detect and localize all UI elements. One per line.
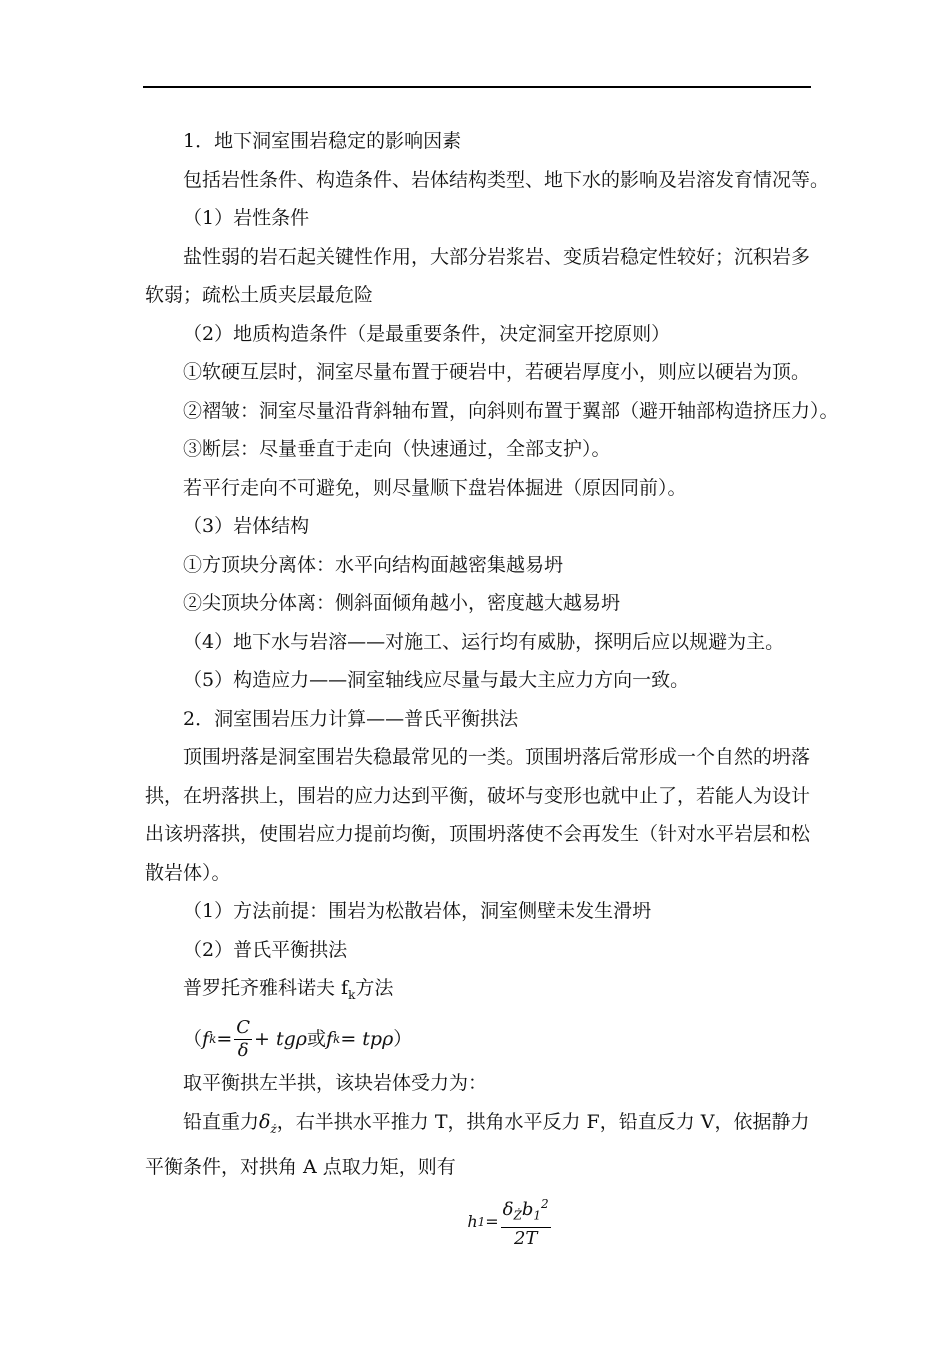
- subheading: （1）方法前提：围岩为松散岩体，洞室侧壁未发生滑坍: [183, 900, 652, 922]
- subheading: （3）岩体结构: [183, 515, 310, 537]
- formula-fk: （ f k = $\frac{C}{\delta}$ + tgρ 或 f k = tpρ ）: [183, 1016, 413, 1061]
- fraction: $\frac{C}{\delta}$: [236, 1016, 251, 1061]
- paragraph: 普罗托齐雅科诺夫 $f_k$方法: [183, 977, 394, 1002]
- heading-2: 2．洞室围岩压力计算——普氏平衡拱法: [183, 707, 519, 730]
- paragraph: 取平衡拱左半拱，该块岩体受力为：: [183, 1072, 488, 1095]
- paragraph: 顶围坍落是洞室围岩失稳最常见的一类。顶围坍落后常形成一个自然的坍落拱，在坍落拱上，围岩的应力达到平衡，破坏与变形也就中止了，若能人为设计出该坍落拱，使围岩应力提前均衡，顶围坍落使不会再发生（针对水平岩层和松散岩体）。: [145, 746, 811, 884]
- paragraph: 若平行走向不可避免，则尽量顺下盘岩体掘进（原因同前）。: [183, 476, 687, 499]
- fraction: $\frac{\delta_Żb_1^2}{2T}$: [501, 1193, 551, 1250]
- header-rule: [143, 86, 811, 88]
- list-item: ②褶皱：洞室尽量沿背斜轴布置，向斜则布置于翼部（避开轴部构造挤压力）。: [183, 399, 839, 422]
- list-item: ②尖顶块分体离：侧斜面倾角越小，密度越大越易坍: [183, 592, 621, 614]
- paragraph: 包括岩性条件、构造条件、岩体结构类型、地下水的影响及岩溶发育情况等。: [183, 168, 830, 191]
- list-item: ①软硬互层时，洞室尽量布置于硬岩中，若硬岩厚度小，则应以硬岩为顶。: [183, 361, 811, 383]
- subheading: （4）地下水与岩溶——对施工、运行均有威胁，探明后应以规避为主。: [183, 630, 785, 653]
- subheading: （2）地质构造条件（是最重要条件，决定洞室开挖原则）: [183, 322, 671, 345]
- paragraph: 铅直重力$\delta_ż$，右半拱水平推力 T，拱角水平反力 F，铅直反力 V，依据静力平衡条件，对拱角 A 点取力矩，则有: [145, 1110, 810, 1179]
- document-body: [145, 122, 839, 1257]
- paragraph: 盐性弱的岩石起关键性作用，大部分岩浆岩、变质岩稳定性较好；沉积岩多软弱；疏松土质夹层最危险: [145, 245, 811, 306]
- list-item: ①方顶块分离体：水平向结构面越密集越易坍: [183, 553, 564, 576]
- heading-1: 1．地下洞室围岩稳定的影响因素: [183, 130, 462, 152]
- subheading: （2）普氏平衡拱法: [183, 938, 348, 961]
- formula-h1: h 1 = $\frac{\delta_Żb_1^2}{2T}$: [145, 1187, 815, 1257]
- list-item: ③断层：尽量垂直于走向（快速通过，全部支护）。: [183, 438, 611, 460]
- subheading: （1）岩性条件: [183, 207, 310, 229]
- subheading: （5）构造应力——洞室轴线应尽量与最大主应力方向一致。: [183, 669, 690, 691]
